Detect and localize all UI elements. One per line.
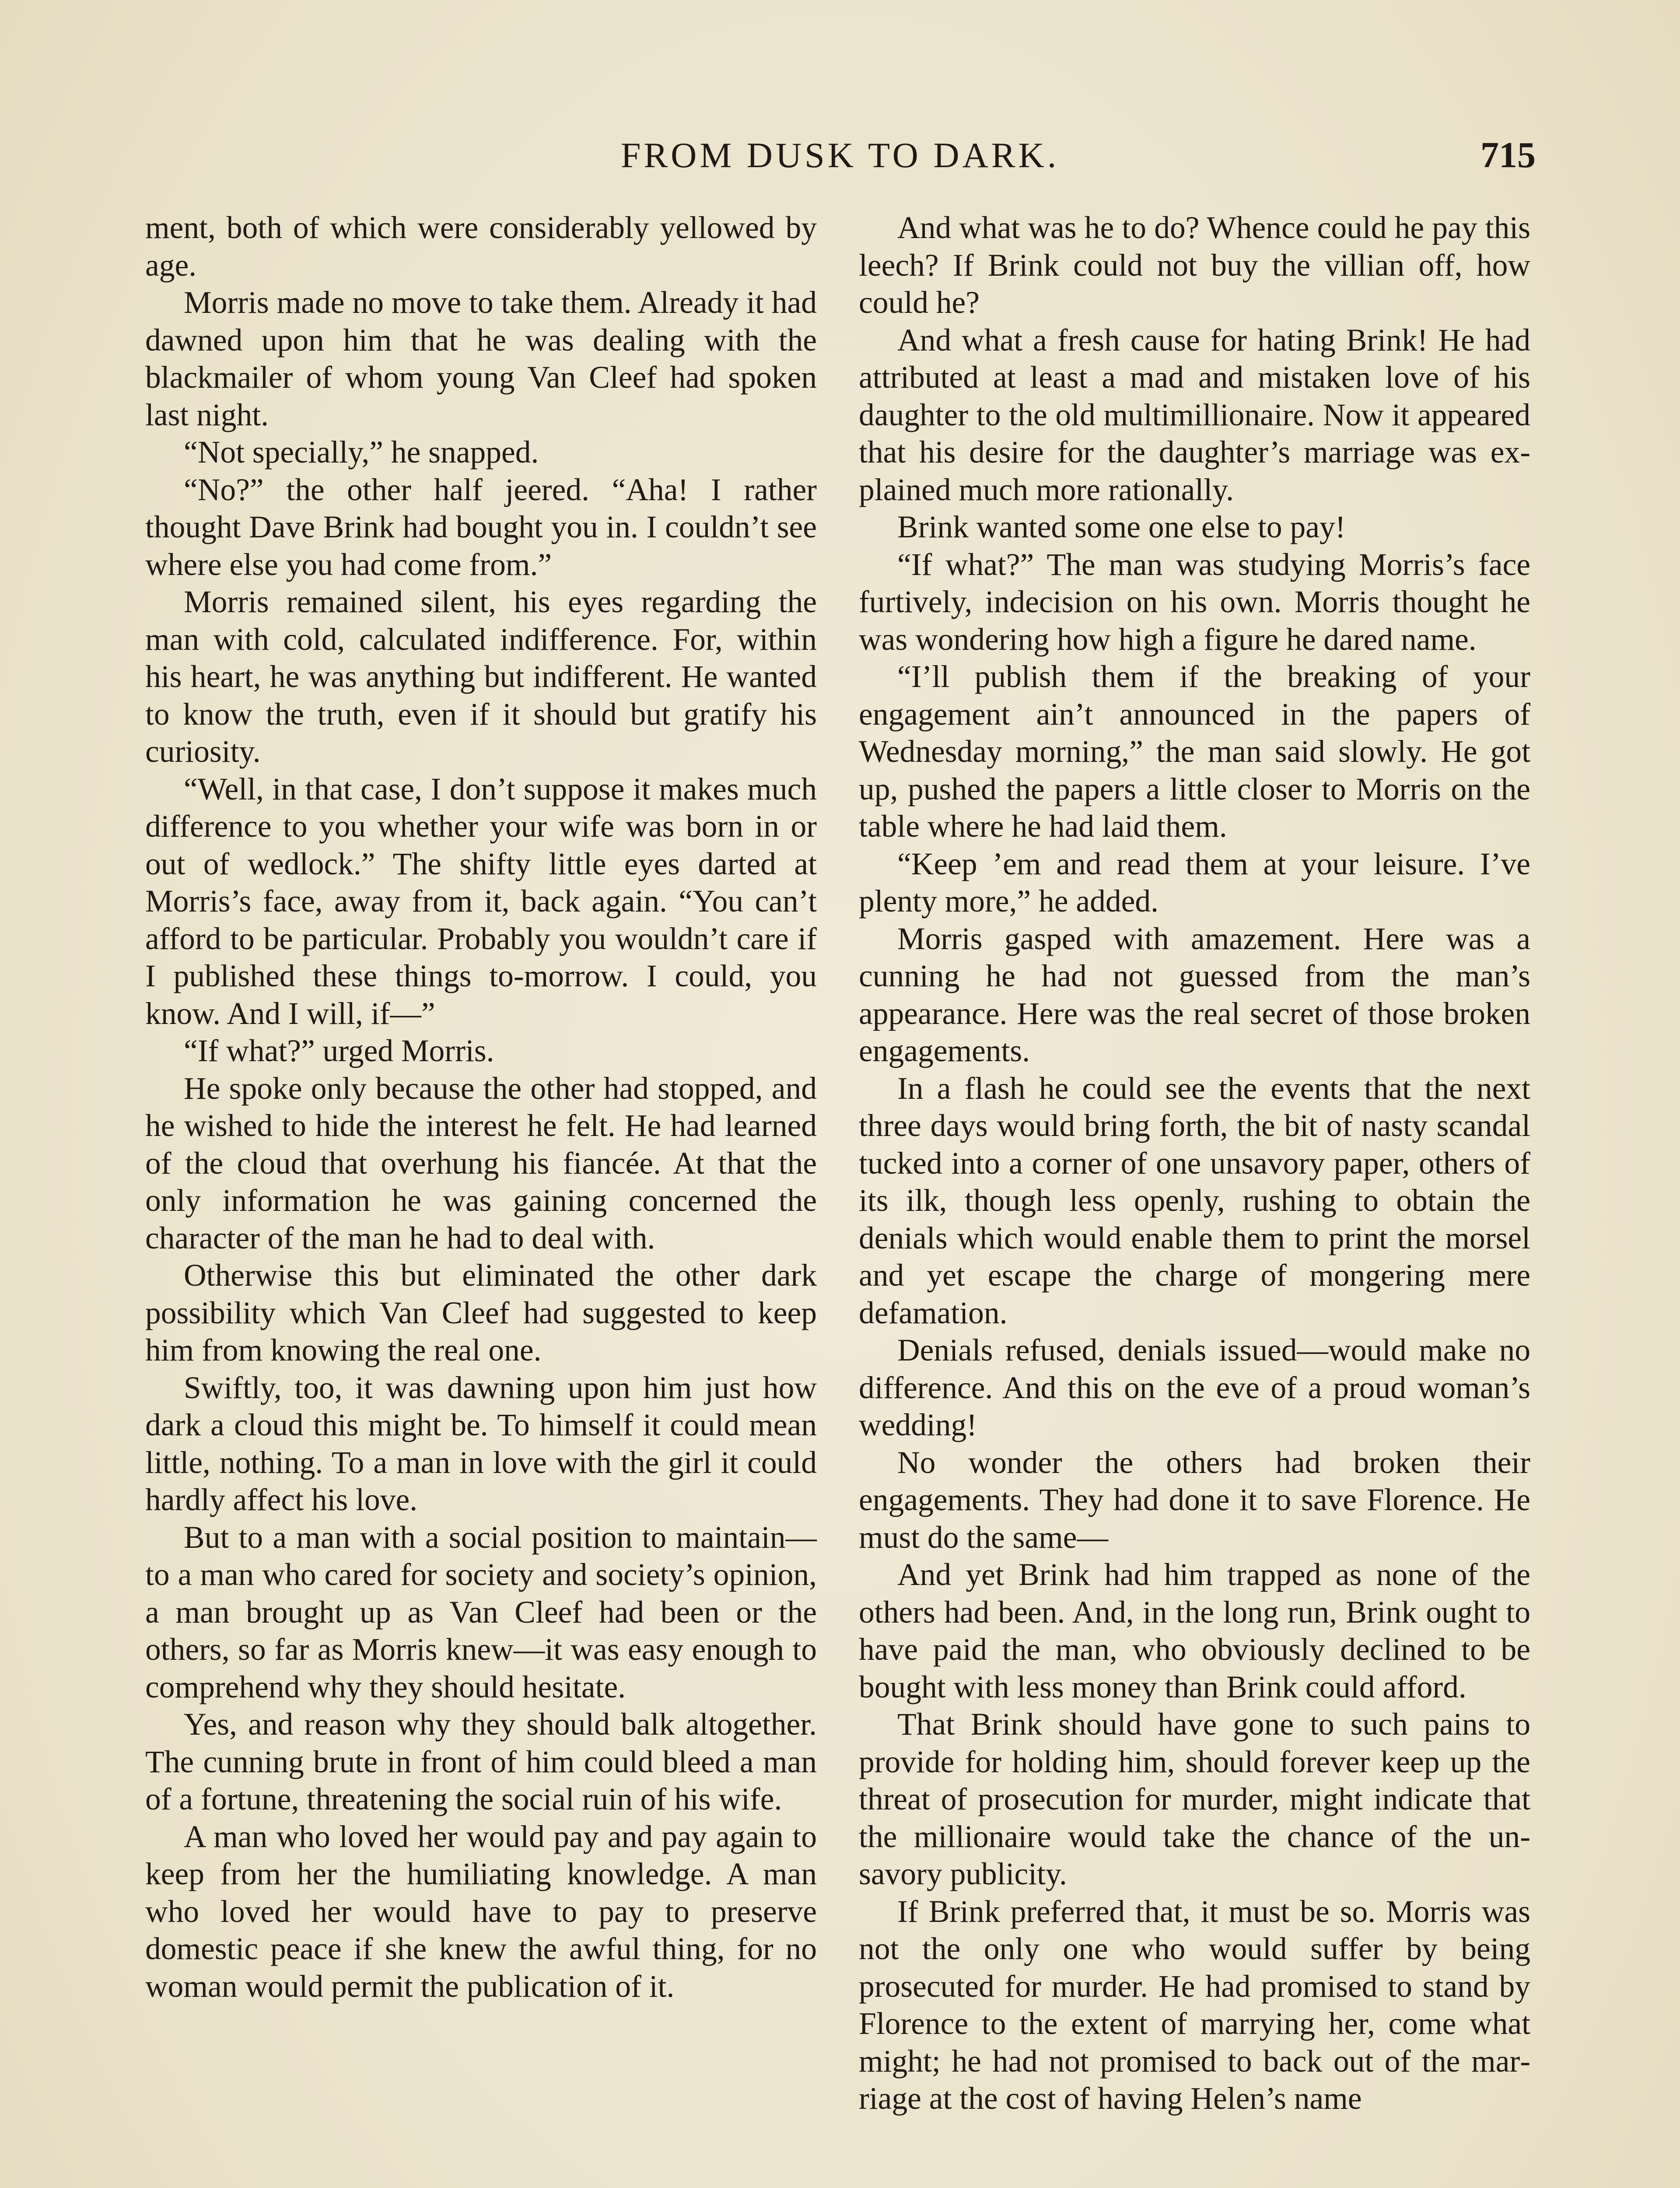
page-number: 715 [1480, 135, 1536, 175]
left-column [145, 209, 817, 2005]
paragraph: Yes, and reason why they should balk altogether. The cunning brute in front of him could bleed a man of a fortune, threatening the social ruin of his wife. [145, 1707, 817, 1816]
paragraph: “If what?” urged Morris. [184, 1034, 494, 1068]
paragraph: “Well, in that case, I don’t suppose it makes much difference to you whether your wife was born in or out of wedlock.” The shifty little eyes darted at Morris’s face, away from it, back again. “You can’t afford to be particular. Probably you wouldn’t care if I published these things to-morrow. I could, you know. And I will, if—” [145, 771, 817, 1031]
paragraph: ment, both of which were considerably yellowed by age. [145, 210, 817, 283]
paragraph: Swiftly, too, it was dawning upon him just how dark a cloud this might be. To himself it could mean little, nothing. To a man in love with the girl it could hardly affect his love. [145, 1370, 817, 1517]
paragraph: Denials refused, denials issued—would make no difference. And this on the eve of a proud woman’s wedding! [859, 1333, 1530, 1442]
paragraph: Otherwise this but eliminated the other dark possibility which Van Cleef had suggested to keep him from knowing the real one. [145, 1258, 817, 1368]
paragraph: “I’ll publish them if the breaking of your engagement ain’t announced in the papers of Wednesday morning,” the man said slowly. He got up, pushed the papers a little closer to Morris on the table where he had laid them. [859, 659, 1530, 844]
paragraph: And what a fresh cause for hating Brink! He had attributed at least a mad and mistaken love of his daughter to the old multimillionaire. Now it appeared that his desire for the daughter’s marriage was explained much more rationally. [859, 323, 1530, 507]
paragraph: “If what?” The man was studying Morris’s face furtively, indecision on his own. Morris thought he was wondering how high a figure he dared name. [859, 547, 1530, 657]
paragraph: Morris remained silent, his eyes regarding the man with cold, calculated indifference. For, within his heart, he was anything but indifferent. He wanted to know the truth, even if it should but gratify his curiosity. [145, 585, 817, 769]
paragraph: If Brink preferred that, it must be so. Morris was not the only one who would suffer by being prosecuted for murder. He had promised to stand by Florence to the extent of marrying her, come what might; he had not promised to back out of the marriage at the cost of having Helen’s name [859, 1894, 1530, 2116]
paragraph: No wonder the others had broken their engagements. They had done it to save Florence. He must do the same— [859, 1445, 1530, 1555]
paragraph: That Brink should have gone to such pains to provide for holding him, should forever keep up the threat of prosecution for murder, might indicate that the millionaire would take the chance of the unsavory publicity. [859, 1707, 1530, 1891]
paragraph: Morris made no move to take them. Already it had dawned upon him that he was dealing with the blackmailer of whom young Van Cleef had spoken last night. [145, 285, 817, 432]
running-title: FROM DUSK TO DARK. [620, 135, 1060, 175]
paragraph: Morris gasped with amazement. Here was a cunning he had not guessed from the man’s appearance. Here was the real secret of those broken engagements. [859, 921, 1530, 1068]
paragraph: He spoke only because the other had stopped, and he wished to hide the interest he felt. He had learned of the cloud that overhung his fiancée. At that the only information he was gaining concerned the character of the man he had to deal with. [145, 1071, 817, 1255]
paragraph: Brink wanted some one else to pay! [897, 510, 1346, 544]
paragraph: A man who loved her would pay and pay again to keep from her the humiliating knowledge. A man who loved her would have to pay to preserve domestic peace if she knew the awful thing, for no woman would permit the publication of it. [145, 1819, 817, 2004]
paragraph: And what was he to do? Whence could he pay this leech? If Brink could not buy the villian off, how could he? [859, 210, 1530, 320]
paragraph: “Keep ’em and read them at your leisure. I’ve plenty more,” he added. [859, 846, 1530, 919]
running-head [144, 131, 1536, 179]
paragraph: But to a man with a social position to maintain—to a man who cared for society and society’s opinion, a man brought up as Van Cleef had been or the others, so far as Morris knew—it was easy enough to comprehend why they should hesitate. [145, 1520, 817, 1704]
right-column [859, 209, 1530, 2118]
paragraph: “Not specially,” he snapped. [184, 435, 539, 470]
paragraph: And yet Brink had him trapped as none of the others had been. And, in the long run, Brink ought to have paid the man, who obviously declined to be bought with less money than Brink could afford. [859, 1557, 1530, 1704]
paragraph: In a flash he could see the events that the next three days would bring forth, the bit of nasty scandal tucked into a corner of one unsavory paper, others of its ilk, though less openly, rushing to obtain the denials which would enable them to print the morsel and yet escape the charge of mongering mere defamation. [859, 1071, 1530, 1330]
paragraph: “No?” the other half jeered. “Aha! I rather thought Dave Brink had bought you in. I couldn’t see where else you had come from.” [145, 472, 817, 582]
